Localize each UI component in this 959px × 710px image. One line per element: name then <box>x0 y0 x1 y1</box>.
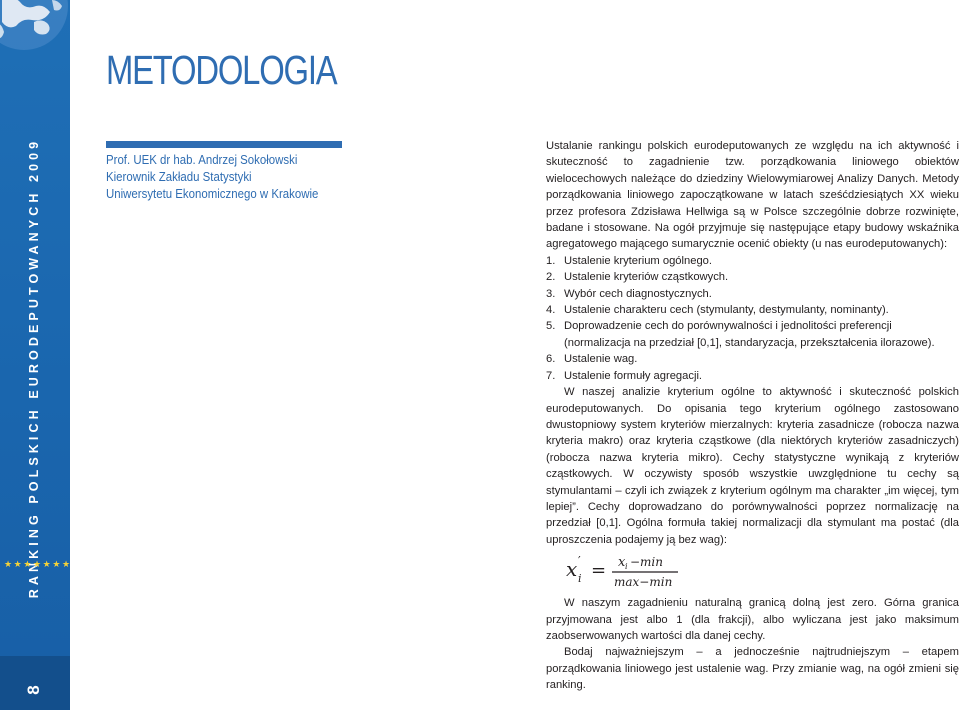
page-title: METODOLOGIA <box>106 47 337 93</box>
formula-equals: = <box>591 560 607 582</box>
list-item: 7. Ustalenie formuły agregacji. <box>546 369 703 382</box>
eu-stars: ★★★★★★★ <box>4 559 72 569</box>
conclusion-paragraph-1: W naszym zagadnieniu naturalną granicą dolną jest zero. Górna granica przyjmowana jest albo 1 (dla frakcji), albo wyliczana jest jako maksimum zaobserwowanych wartości dla danej cechy. <box>546 597 959 642</box>
formula-numerator-sub: i <box>625 562 628 572</box>
formula-numerator: x <box>618 555 626 571</box>
formula-denominator: max−min <box>614 575 673 590</box>
sidebar: RANKING POLSKICH EURODEPUTOWANYCH 2009 ★★★★★★★ 8 <box>0 0 70 710</box>
formula-lhs-sub: i <box>578 572 582 586</box>
steps-list <box>546 253 959 384</box>
list-item: 2. Ustalenie kryteriów cząstkowych. <box>546 271 729 284</box>
author-name: Prof. UEK dr hab. Andrzej Sokołowski <box>106 152 298 167</box>
formula-lhs: x <box>566 557 578 582</box>
article-body <box>546 138 959 694</box>
normalization-formula <box>546 549 959 593</box>
intro-paragraph: Ustalanie rankingu polskich eurodeputowanych ze względu na ich aktywność i skuteczność to zagadnienie tzw. porządkowania liniowego obiektów wielocechowych należące do dziedziny Wielowymiarowej Analizy Danych. Metody porządkowania liniowego zapoczątkowane w latach sześćdziesiątych XX wieku przez profesora Zdzisława Hellwiga są w Polsce szczególnie dobrze rozwinięte, badane i stosowane. Na ogół przyjmuje się następujące etapy budowy wskaźnika agregatowego mającego sumarycznie ocenić obiekty (u nas eurodeputowanych): <box>546 140 959 251</box>
author-position: Kierownik Zakładu Statystyki <box>106 169 252 184</box>
globe-icon <box>0 0 72 56</box>
formula-lhs-prime: ′ <box>578 554 581 569</box>
list-item: 5. Doprowadzenie cech do porównywalności i jednolitości preferencji (normalizacja na przedział [0,1], standaryzacja, przekształcenia ilorazowe). <box>546 320 935 349</box>
conclusion-paragraph-2: Bodaj najważniejszym – a jednocześnie najtrudniejszym – etapem porządkowania liniowego jest ustalenie wag. Przy zmianie wag, na ogół zmieni się ranking. <box>546 646 959 692</box>
formula-numerator-rest: −min <box>630 555 663 570</box>
analysis-paragraph: W naszej analizie kryterium ogólne to aktywność i skuteczność polskich eurodeputowanych. Do opisania tego kryterium ogólnego zastosowano dwustopniowy system kryteriów mierzalnych: kryteria zasadnicze (robocza nazwa kryteria makro) oraz kryteria cząstkowe (dla niektórych kryteriów zasadniczych) (robocza nazwa kryteria mikro). Cechy statystyczne wynikają z kryteriów cząstkowych. W oczywisty sposób wszystkie uwzględnione tu cechy są stymulantami – czyli ich związek z kryterium ogólnym ma charakter „im więcej, tym lepiej”. Cechy doprowadzano do porównywalności poprzez normalizację na przedział [0,1]. Ogólna formuła takiej normalizacji dla stymulant ma postać (dla uproszczenia podajemy ją bez wag): <box>546 386 959 546</box>
list-item: 6. Ustalenie wag. <box>546 353 638 366</box>
list-item: 3. Wybór cech diagnostycznych. <box>546 287 712 300</box>
author-affiliation: Uniwersytetu Ekonomicznego w Krakowie <box>106 186 319 201</box>
author-block <box>106 151 347 202</box>
list-item: 1. Ustalenie kryterium ogólnego. <box>546 254 712 267</box>
list-item: 4. Ustalenie charakteru cech (stymulanty, destymulanty, nominanty). <box>546 304 889 317</box>
page-number-box <box>0 656 70 710</box>
heading-divider <box>106 141 342 148</box>
